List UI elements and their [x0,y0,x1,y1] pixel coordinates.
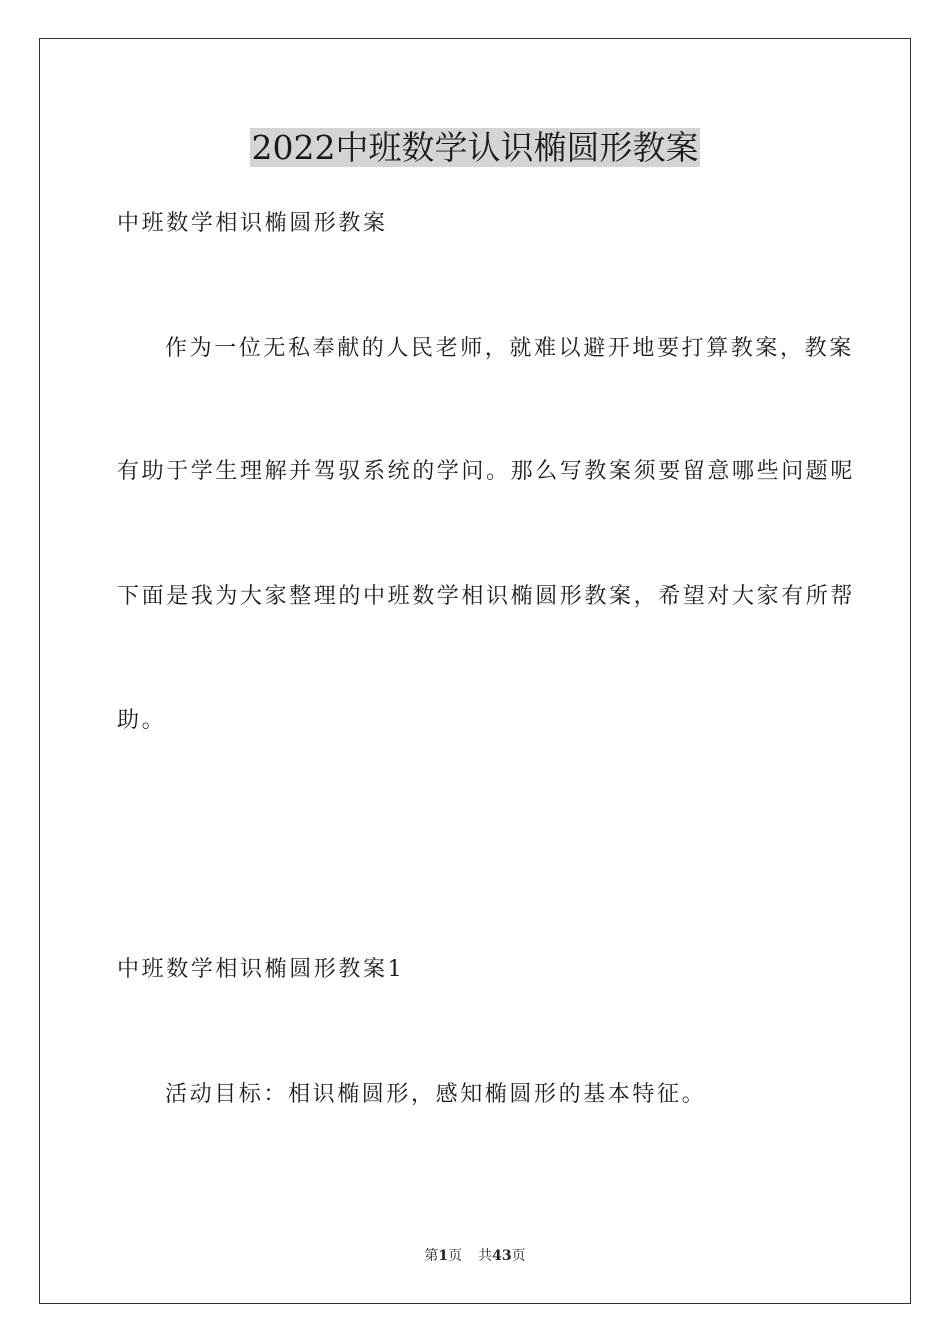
intro-line-1: 作为一位无私奉献的人民老师，就难以避开地要打算教案，教案 [165,336,854,361]
page-footer [0,1246,950,1266]
page-prefix: 第 [424,1248,439,1264]
total-prefix: 共 [478,1248,493,1264]
intro-line-4: 助。 [117,708,167,733]
activity-goal: 活动目标：相识椭圆形，感知椭圆形的基本特征。 [165,1082,707,1107]
document-title-text: 2022中班数学认识椭圆形教案 [251,128,699,167]
section-heading: 中班数学相识椭圆形教案1 [117,957,405,982]
page-number: 1 [438,1248,449,1264]
intro-line-3: 下面是我为大家整理的中班数学相识椭圆形教案，希望对大家有所帮 [117,584,856,609]
total-pages: 43 [492,1248,512,1264]
total-suffix: 页 [511,1248,526,1264]
document-subtitle: 中班数学相识椭圆形教案 [117,211,388,236]
intro-line-2: 有助于学生理解并驾驭系统的学问。那么写教案须要留意哪些问题呢 [117,459,856,484]
document-title [0,126,950,170]
page-suffix: 页 [448,1248,463,1264]
